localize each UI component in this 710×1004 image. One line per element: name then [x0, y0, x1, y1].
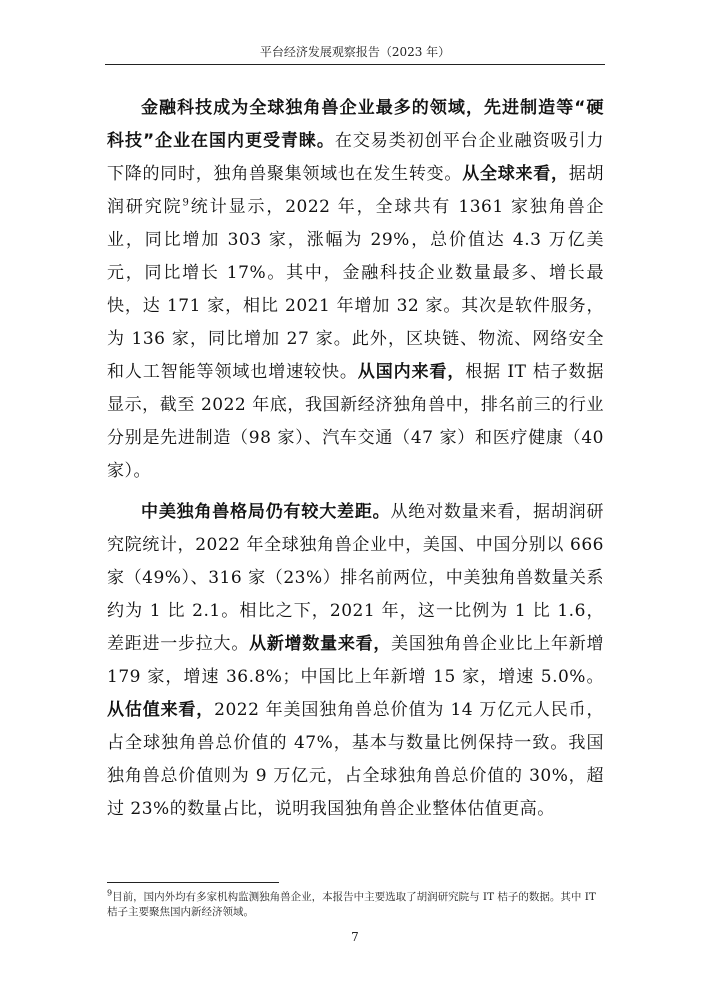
footnote-rule: [107, 882, 279, 883]
text-run: 在交易类初创平台企业融资吸引力下降的同时，独角兽聚集领域也在发生转变。: [107, 131, 604, 184]
footnote: [107, 890, 604, 920]
text-run: 从绝对数量来看，据胡润研究院统计，2022 年全球独角兽企业中，美国、中国分别以 666 家（49%）、316 家（23%）排名前两位，中美独角兽数量关系约为 1 比 2.1。相比之下，2021 年，这一比例为 1 比 1.6，差距进一步拉大。: [107, 502, 605, 654]
lead-sentence-us-china: 中美独角兽格局仍有较大差距。: [141, 502, 391, 522]
footnote-text: 目前，国内外均有多家机构监测独角兽企业，本报告中主要选取了胡润研究院与 IT 桔子的数据。其中 IT 桔子主要聚焦国内新经济领域。: [107, 891, 596, 918]
footnote-reference: 9: [182, 197, 190, 209]
running-header: 平台经济发展观察报告（2023 年）: [259, 45, 451, 59]
text-run: 2022 年美国独角兽总价值为 14 万亿元人民币，占全球独角兽总价值的 47%，基本与数量比例保持一致。我国独角兽总价值则为 9 万亿元，占全球独角兽总价值的 30%，超过 23%的数量占比，说明我国独角兽企业整体估值更高。: [107, 700, 605, 819]
footnote-mark: 9: [107, 888, 113, 898]
header-rule: [105, 64, 605, 65]
paragraph-fintech-unicorns: [107, 92, 604, 488]
text-run: 根据 IT 桔子数据显示，截至 2022 年底，我国新经济独角兽中，排名前三的行业分别是先进制造（98 家）、汽车交通（47 家）和医疗健康（40 家）。: [107, 362, 605, 481]
page-number: 7: [351, 930, 359, 944]
paragraph-us-china-gap: [107, 496, 604, 826]
emphasis-valuation: 从估值来看，: [107, 700, 215, 720]
emphasis-domestic: 从国内来看，: [357, 362, 466, 382]
text-run: 统计显示，2022 年，全球共有 1361 家独角兽企业，同比增加 303 家，涨幅为 29%，总价值达 4.3 万亿美元，同比增长 17%。其中，金融科技企业数量最多、增长最快，达 171 家，相比 2021 年增加 32 家。其次是软件服务，为 136 家，同比增加 27 家。此外，区块链、物流、网络安全和人工智能等领域也增速较快。: [107, 197, 604, 382]
body-content: [107, 92, 604, 834]
text-run: 美国独角兽企业比上年新增 179 家，增速 36.8%；中国比上年新增 15 家，增速 5.0%。: [107, 634, 605, 687]
emphasis-new-additions: 从新增数量来看，: [249, 634, 392, 654]
text-run: 据胡润研究院: [107, 164, 605, 217]
lead-sentence-fintech: 金融科技成为全球独角兽企业最多的领域，先进制造等“硬科技”企业在国内更受青睐。: [107, 98, 604, 151]
emphasis-global: 从全球来看，: [462, 164, 569, 184]
